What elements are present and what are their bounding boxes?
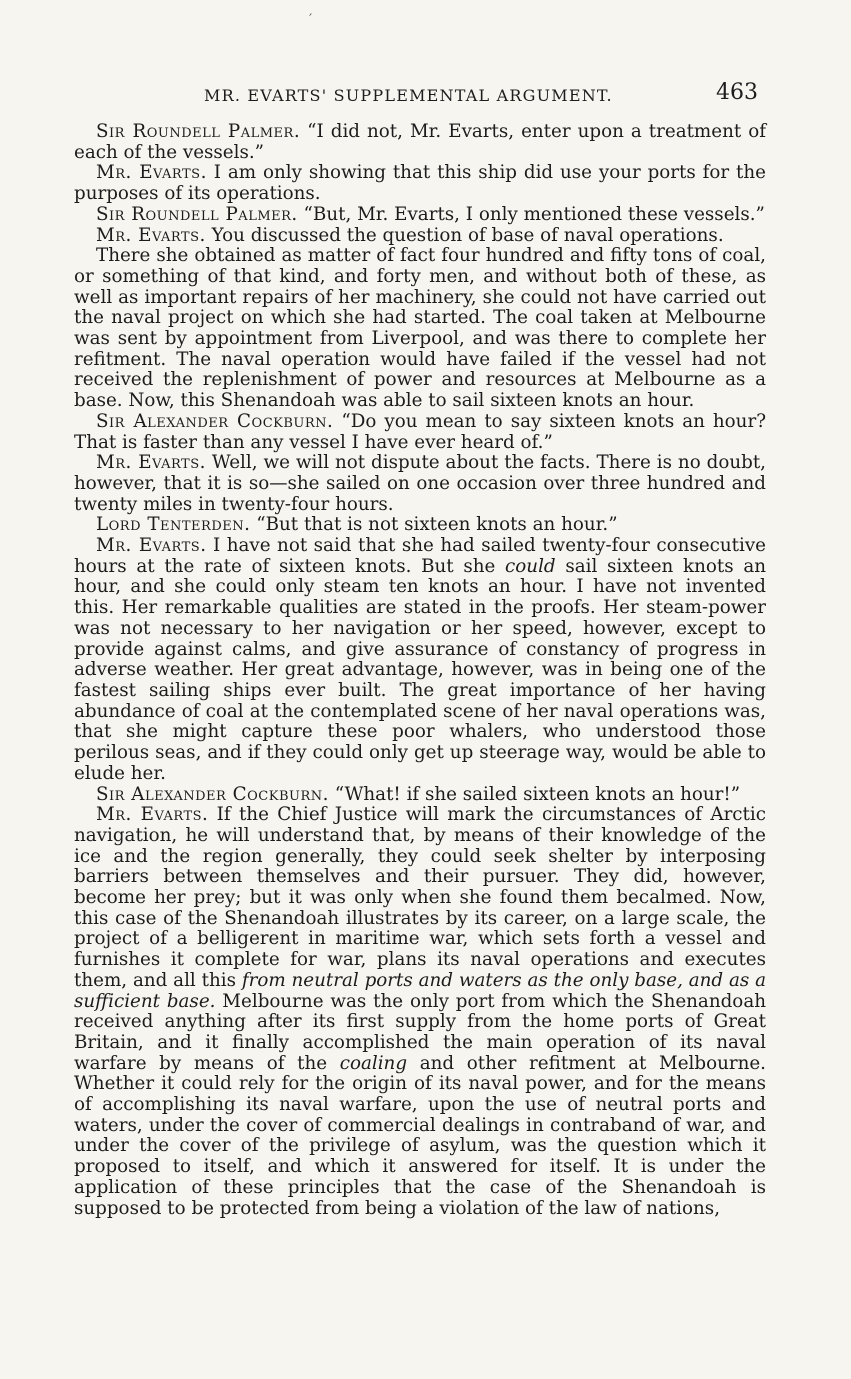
text-segment: “Do you mean to say sixteen knots an hour? That is faster than any vessel I have ever heard of.” [74, 410, 767, 453]
page-header [74, 80, 766, 114]
text-segment: “I did not, Mr. Evarts, enter upon a treatment of each of the vessels.” [74, 121, 766, 163]
paragraph [74, 785, 766, 806]
speaker-name: Mr. Evarts. [96, 535, 207, 557]
text-segment: Melbourne was the only port from which the Shenandoah received anything after its first supply from the home ports of Great Britain, and it finally accomplished the main operation of its naval warfare by means of the [74, 990, 766, 1074]
running-head: MR. EVARTS' SUPPLEMENTAL ARGUMENT. [204, 86, 613, 105]
scan-mark: ′ [309, 12, 313, 28]
text-segment: “What! if she sailed sixteen knots an hour!” [328, 783, 741, 805]
speaker-name: Mr. Evarts. [96, 804, 209, 826]
book-page [74, 80, 766, 1219]
body-text [74, 122, 766, 1219]
paragraph [74, 226, 766, 247]
paragraph [74, 536, 766, 784]
speaker-name: Mr. Evarts. [96, 452, 206, 474]
speaker-name: Sir Roundell Palmer. [96, 203, 298, 225]
text-segment: There she obtained as matter of fact four hundred and fifty tons of coal, or something of that kind, and forty men, and without both of these, as well as important repairs of her machinery, she could not have carried out the naval project on which she had started. The coal taken at Melbourne was sent by appointment from Liverpool, and was there to complete her refitment. The naval operation would have failed if the vessel had not received the replenishment of power and resources at Melbourne as a base. Now, this Shenandoah was able to sail sixteen knots an hour. [74, 245, 766, 412]
text-segment: “But that is not sixteen knots an hour.” [250, 514, 618, 536]
paragraph [74, 515, 766, 536]
paragraph [74, 122, 766, 163]
text-segment: If the Chief Justice will mark the circumstances of Arctic navigation, he will understand that, by means of their knowledge of the ice and the region generally, they could seek shelter by interposing barriers between themselves and their pursuer. They did, however, become her prey; but it was only when she found them becalmed. Now, this case of the Shenandoah illustrates by its career, on a large scale, the project of a belligerent in maritime war, which sets forth a vessel and furnishes it complete for war, plans its naval operations and executes them, and all this [74, 804, 766, 991]
paragraph [74, 805, 766, 1219]
italic-text: could [505, 555, 556, 577]
paragraph [74, 205, 766, 226]
text-segment: I am only showing that this ship did use your ports for the purposes of its operations. [74, 162, 766, 205]
paragraph [74, 246, 766, 412]
paragraph [74, 412, 766, 453]
paragraph [74, 163, 766, 204]
speaker-name: Lord Tenterden. [96, 514, 251, 536]
text-segment: You discussed the question of base of naval operations. [205, 224, 724, 246]
speaker-name: Sir Roundell Palmer. [96, 121, 301, 142]
text-segment: Well, we will not dispute about the facts. There is no doubt, however, that it is so—she sailed on one occasion over three hundred and twenty miles in twenty-four hours. [74, 452, 766, 515]
speaker-name: Mr. Evarts. [96, 224, 206, 246]
text-segment: and other refitment at Melbourne. Whether it could rely for the origin of its naval power, and for the means of accomplishing its naval warfare, upon the use of neutral ports and waters, under the cover of commercial dealings in contraband of war, and under the cover of the privilege of asylum, was the question which it proposed to itself, and which it answered for itself. It is under the application of these principles that the case of the Shenandoah is supposed to be protected from being a violation of the law of nations, [74, 1052, 766, 1219]
text-segment: “But, Mr. Evarts, I only mentioned these vessels.” [297, 203, 765, 225]
italic-text: from neutral ports and waters as the only base, and as a sufficient base. [74, 969, 766, 1012]
italic-text: coaling [339, 1052, 408, 1074]
speaker-name: Sir Alexander Cockburn. [96, 410, 334, 432]
paragraph [74, 453, 766, 515]
text-segment: I have not said that she had sailed twenty-four consecutive hours at the rate of sixteen knots. But she [74, 535, 766, 577]
speaker-name: Sir Alexander Cockburn. [96, 783, 329, 805]
text-segment: sail sixteen knots an hour, and she could only steam ten knots an hour. I have not invented this. Her remarkable qualities are stated in the proofs. Her steam-power was not necessary to her navigation or her speed, however, except to provide against calms, and give assurance of constancy of progress in adverse weather. Her great advantage, however, was in being one of the fastest sailing ships ever built. The great importance of her having abundance of coal at the contemplated scene of her naval operations was, that she might capture these poor whalers, who understood those perilous seas, and if they could only get up steerage way, would be able to elude her. [74, 555, 766, 784]
speaker-name: Mr. Evarts. [96, 162, 207, 184]
page-number: 463 [716, 80, 758, 105]
